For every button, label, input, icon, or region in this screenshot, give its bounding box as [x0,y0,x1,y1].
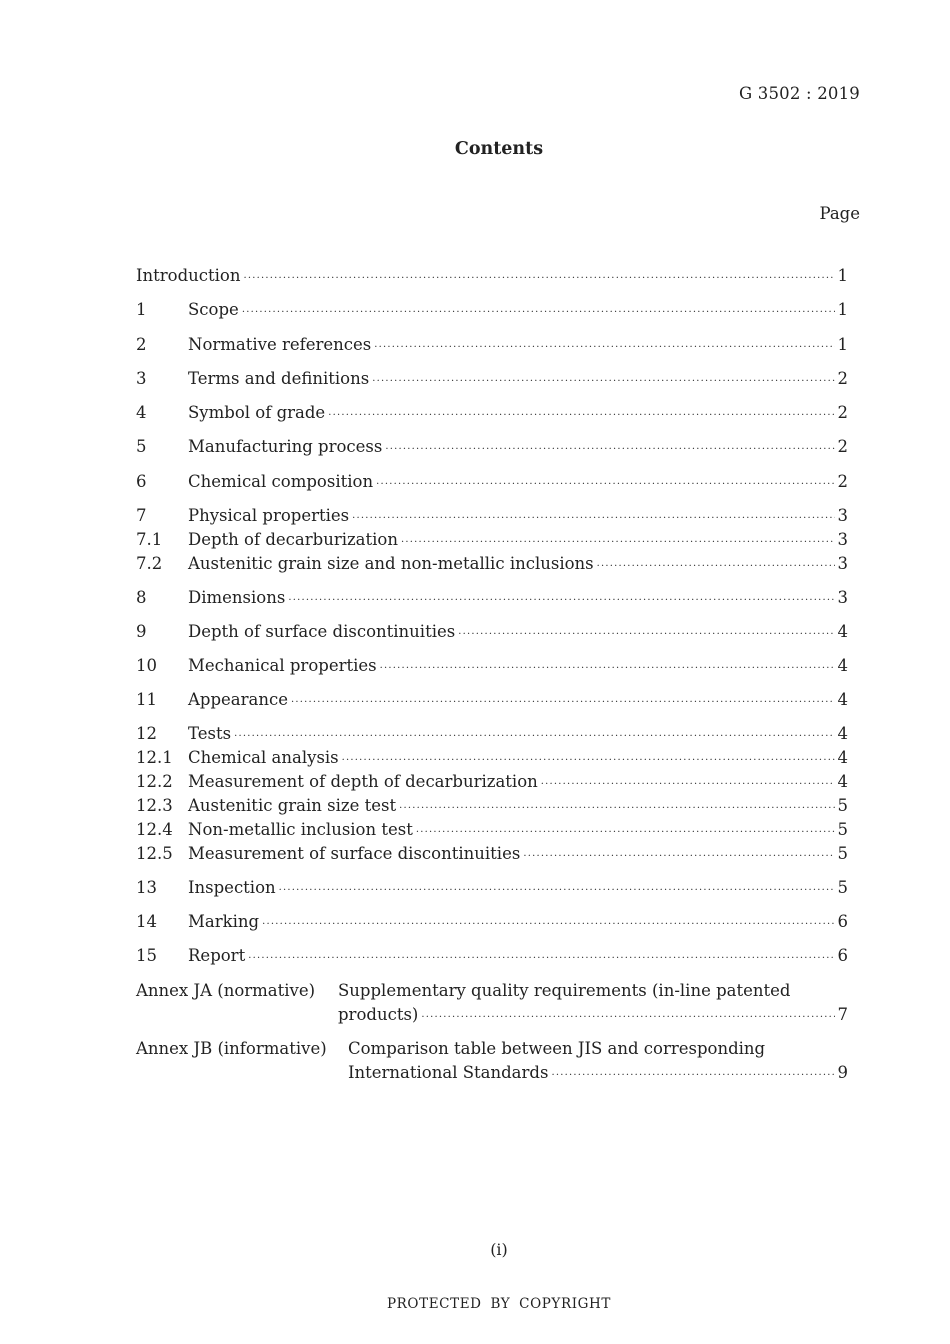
toc-entry-page: 9 [837,1063,848,1082]
toc-entry-12[interactable] [136,724,848,746]
page-title: Contents [454,139,544,159]
toc-entry-number: 6 [136,472,147,491]
toc-entry-10[interactable] [136,656,848,678]
toc-entry-label: Austenitic grain size and non-metallic inclusions [188,554,594,573]
toc-entry-number: 12.2 [136,772,173,791]
toc-entry-number: 8 [136,588,147,607]
leader-dots [288,595,834,606]
leader-dots [380,663,835,674]
toc-entry-label: Mechanical properties [188,656,377,675]
toc-entry-label: Appearance [188,690,288,709]
leader-dots [262,919,834,930]
annex-ja-title-line1[interactable]: Supplementary quality requirements (in-line patented [338,981,791,1000]
toc-entry-12-5[interactable] [136,844,848,866]
toc-entry-label: Introduction [136,266,241,285]
toc-entry-page: 2 [837,437,848,456]
toc-entry-label: Chemical analysis [188,748,339,767]
toc-entry-number: 15 [136,946,157,965]
toc-entry-number: 5 [136,437,147,456]
toc-entry-page: 2 [837,369,848,388]
toc-entry-page: 4 [837,772,848,791]
toc-entry-12-4[interactable] [136,820,848,842]
leader-dots [242,307,835,318]
toc-entry-page: 4 [837,748,848,767]
toc-entry-page: 4 [837,656,848,675]
toc-entry-label: Normative references [188,335,372,354]
toc-entry-5[interactable] [136,437,848,459]
leader-dots [374,342,834,353]
leader-dots [597,561,835,572]
toc-entry-page: 6 [837,946,848,965]
toc-entry-label: Depth of surface discontinuities [188,622,456,641]
toc-entry-page: 4 [837,690,848,709]
toc-entry-4[interactable] [136,403,848,425]
annex-ja-title-line2: products) [338,1005,419,1024]
toc-entry-7[interactable] [136,506,848,528]
leader-dots [399,803,834,814]
toc-entry-page: 1 [837,335,848,354]
toc-entry-page: 5 [837,820,848,839]
toc-entry-label: Report [188,946,246,965]
annex-ja-entry[interactable] [338,1005,848,1027]
leader-dots [279,885,835,896]
toc-entry-number: 14 [136,912,157,931]
leader-dots [234,731,834,742]
toc-entry-label: Marking [188,912,260,931]
toc-entry-7-1[interactable] [136,530,848,552]
toc-entry-number: 12.5 [136,844,173,863]
leader-dots [248,953,834,964]
toc-entry-page: 2 [837,472,848,491]
toc-entry-page: 3 [837,554,848,573]
toc-entry-label: Physical properties [188,506,350,525]
page-number: (i) [490,1240,508,1259]
toc-entry-label: Manufacturing process [188,437,383,456]
toc-entry-page: 3 [837,530,848,549]
toc-entry-page: 2 [837,403,848,422]
toc-entry-11[interactable] [136,690,848,712]
toc-entry-label: Tests [188,724,232,743]
toc-entry-number: 9 [136,622,147,641]
toc-entry-label: Chemical composition [188,472,374,491]
leader-dots [291,697,835,708]
toc-entry-13[interactable] [136,878,848,900]
toc-entry-number: 13 [136,878,157,897]
toc-entry-number: 12 [136,724,157,743]
leader-dots [385,444,834,455]
toc-entry-label: Depth of decarburization [188,530,398,549]
leader-dots [416,827,835,838]
toc-entry-label: Austenitic grain size test [188,796,397,815]
toc-entry-number: 1 [136,300,147,319]
toc-entry-page: 6 [837,912,848,931]
leader-dots [458,629,834,640]
leader-dots [376,479,834,490]
leader-dots [401,537,835,548]
toc-entry-page: 1 [837,300,848,319]
toc-entry-number: 7.2 [136,554,163,573]
toc-entry-8[interactable] [136,588,848,610]
toc-entry-number: 12.4 [136,820,173,839]
toc-entry-14[interactable] [136,912,848,934]
leader-dots [352,513,834,524]
leader-dots [342,755,835,766]
leader-dots [328,410,834,421]
toc-entry-introduction[interactable] [136,266,848,288]
toc-entry-1[interactable] [136,300,848,322]
leader-dots [421,1012,834,1023]
toc-entry-2[interactable] [136,335,848,357]
toc-entry-12-3[interactable] [136,796,848,818]
toc-entry-3[interactable] [136,369,848,391]
toc-entry-page: 3 [837,506,848,525]
annex-jb-title-line2: International Standards [348,1063,549,1082]
annex-jb-title-line1[interactable]: Comparison table between JIS and corresponding [348,1039,766,1058]
toc-entry-7-2[interactable] [136,554,848,576]
leader-dots [523,851,834,862]
annex-jb-heading[interactable]: Annex JB (informative) [136,1039,327,1058]
leader-dots [551,1070,834,1081]
page-column-label: Page [819,204,860,223]
toc-entry-label: Inspection [188,878,276,897]
toc-entry-12-2[interactable] [136,772,848,794]
toc-entry-label: Scope [188,300,239,319]
toc-entry-number: 7 [136,506,147,525]
toc-entry-page: 3 [837,588,848,607]
document-id: G 3502 : 2019 [738,84,860,103]
toc-entry-label: Dimensions [188,588,286,607]
toc-entry-page: 5 [837,844,848,863]
toc-entry-label: Measurement of surface discontinuities [188,844,521,863]
toc-entry-page: 5 [837,796,848,815]
toc-entry-number: 2 [136,335,147,354]
toc-entry-9[interactable] [136,622,848,644]
toc-entry-12-1[interactable] [136,748,848,770]
toc-entry-number: 12.1 [136,748,173,767]
toc-entry-label: Measurement of depth of decarburization [188,772,538,791]
leader-dots [372,376,834,387]
toc-entry-number: 4 [136,403,147,422]
toc-entry-number: 12.3 [136,796,173,815]
toc-entry-page: 5 [837,878,848,897]
toc-entry-page: 4 [837,724,848,743]
toc-entry-page: 7 [837,1005,848,1024]
toc-entry-label: Non-metallic inclusion test [188,820,413,839]
toc-entry-number: 11 [136,690,157,709]
toc-entry-15[interactable] [136,946,848,968]
toc-entry-number: 7.1 [136,530,163,549]
annex-jb-entry[interactable] [348,1063,848,1085]
toc-entry-label: Terms and definitions [188,369,370,388]
annex-ja-heading[interactable]: Annex JA (normative) [136,981,316,1000]
leader-dots [244,273,835,284]
toc-entry-label: Symbol of grade [188,403,326,422]
leader-dots [541,779,835,790]
toc-entry-page: 4 [837,622,848,641]
copyright-notice: PROTECTED BY COPYRIGHT [386,1296,612,1312]
toc-entry-number: 10 [136,656,157,675]
toc-entry-number: 3 [136,369,147,388]
toc-entry-6[interactable] [136,472,848,494]
toc-entry-page: 1 [837,266,848,285]
